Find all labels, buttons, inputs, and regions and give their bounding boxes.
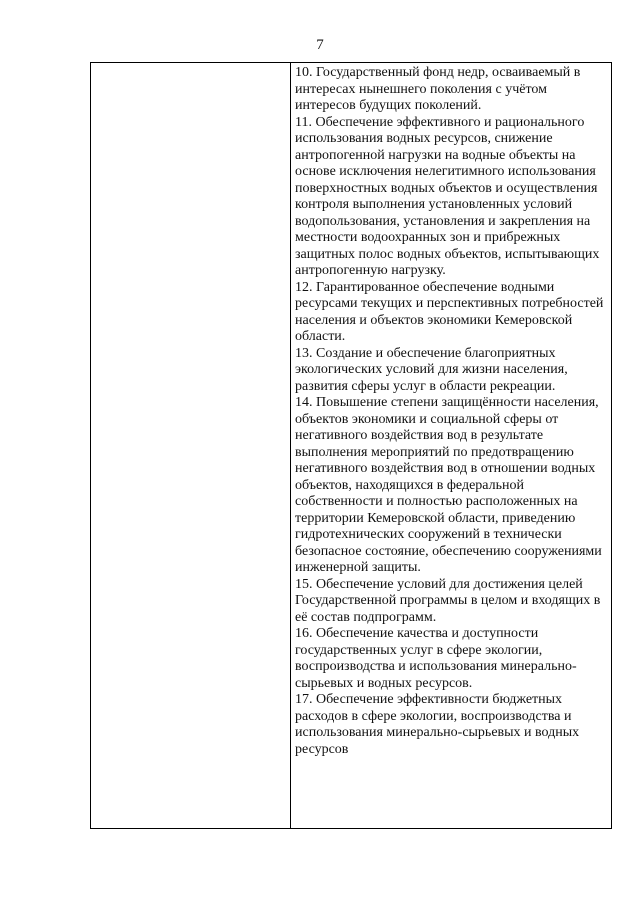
table-left-cell bbox=[91, 63, 291, 828]
table-right-cell bbox=[291, 63, 611, 828]
goal-item-15: 15. Обеспечение условий для достижения целей Государственной программы в целом и входящих в её состав подпрограмм. bbox=[295, 576, 601, 625]
goal-item-13: 13. Создание и обеспечение благоприятных экологических условий для жизни населения, развития сферы услуг в области рекреации. bbox=[295, 345, 568, 394]
goal-item-12: 12. Гарантированное обеспечение водными ресурсами текущих и перспективных потребностей населения и объектов экономики Кемеровской области. bbox=[295, 279, 604, 344]
goal-item-16: 16. Обеспечение качества и доступности государственных услуг в сфере экологии, воспроизводства и использования минерально-сырьевых и водных ресурсов. bbox=[295, 626, 577, 691]
goal-item-11: 11. Обеспечение эффективного и рационального использования водных ресурсов, снижение антропогенной нагрузки на водные объекты на основе исключения нелегитимного использования поверхностных водных объектов и осуществления контроля выполнения установленных условий водопользования, установления и закрепления на местности водоохранных зон и прибрежных защитных полос водных объектов, испытывающих антропогенную нагрузку. bbox=[295, 114, 600, 278]
goal-item-10: 10. Государственный фонд недр, осваиваемый в интересах нынешнего поколения с учётом интересов будущих поколений. bbox=[295, 65, 581, 113]
page-number: 7 bbox=[316, 37, 324, 53]
goal-item-17: 17. Обеспечение эффективности бюджетных расходов в сфере экологии, воспроизводства и использования минерально-сырьевых и водных ресурсов bbox=[295, 692, 580, 757]
goal-item-14: 14. Повышение степени защищённости населения, объектов экономики и социальной сферы от негативного воздействия вод в результате выполнения мероприятий по предотвращению негативного воздействия вод в отношении водных объектов, находящихся в федеральной собственности и полностью расположенных на территории Кемеровской области, приведению гидротехнических сооружений в технически безопасное состояние, обеспечению сооружениями инженерной защиты. bbox=[295, 395, 602, 575]
document-table bbox=[90, 62, 612, 829]
